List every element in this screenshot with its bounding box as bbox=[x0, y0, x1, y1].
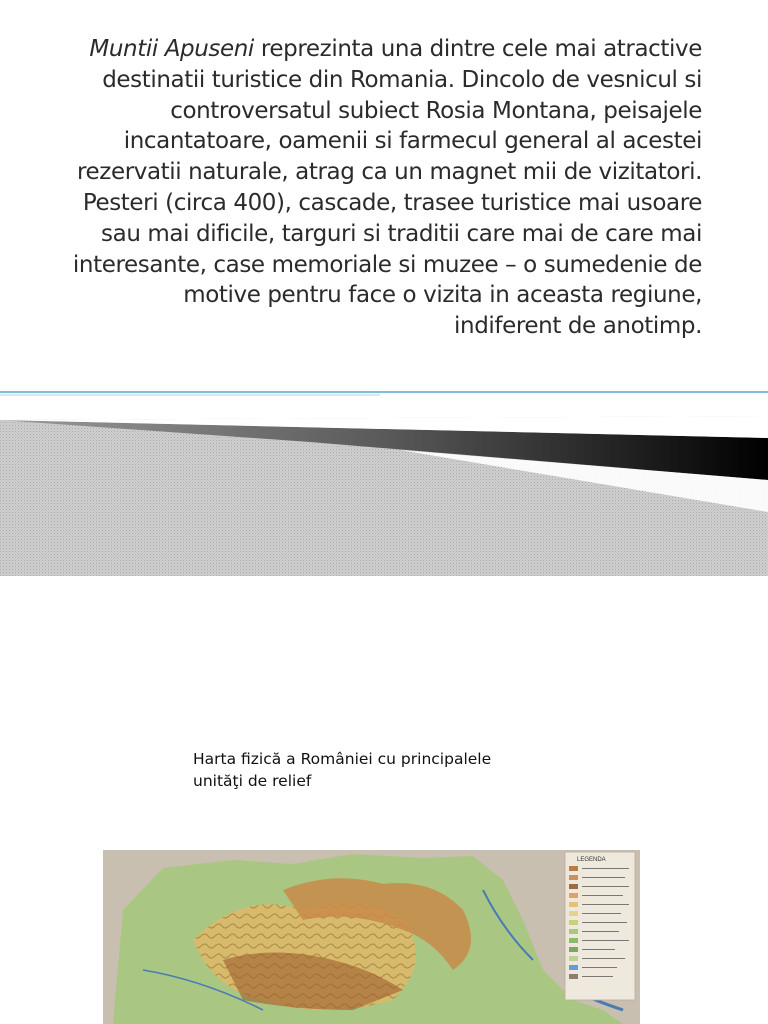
map-legend-title: LEGENDA bbox=[577, 857, 606, 863]
map-caption-line1: Harta fizică a României cu principalele bbox=[193, 750, 492, 768]
intro-paragraph bbox=[70, 34, 702, 342]
romania-relief-map bbox=[103, 850, 640, 1024]
band-light-wedge bbox=[0, 396, 768, 420]
map-caption-line2: unităţi de relief bbox=[193, 772, 312, 790]
intro-body: reprezinta una dintre cele mai atractive destinatii turistice din Romania. Dincolo de vesnicul si controversatul subiect Rosia Montana, peisajele incantatoare, oamenii si farmecul general al acestei rezervatii naturale, atrag ca un magnet mii de vizitatori. Pesteri (circa 400), cascade, trasee turistice mai usoare sau mai dificile, targuri si traditii care mai de care mai interesante, case memoriale si muzee – o sumedenie de motive pentru face o vizita in aceasta regiune, indiferent de anotimp. bbox=[72, 36, 702, 340]
intro-emphasis: Muntii Apuseni bbox=[89, 36, 254, 62]
decorative-band bbox=[0, 380, 768, 580]
map-caption bbox=[193, 748, 573, 792]
